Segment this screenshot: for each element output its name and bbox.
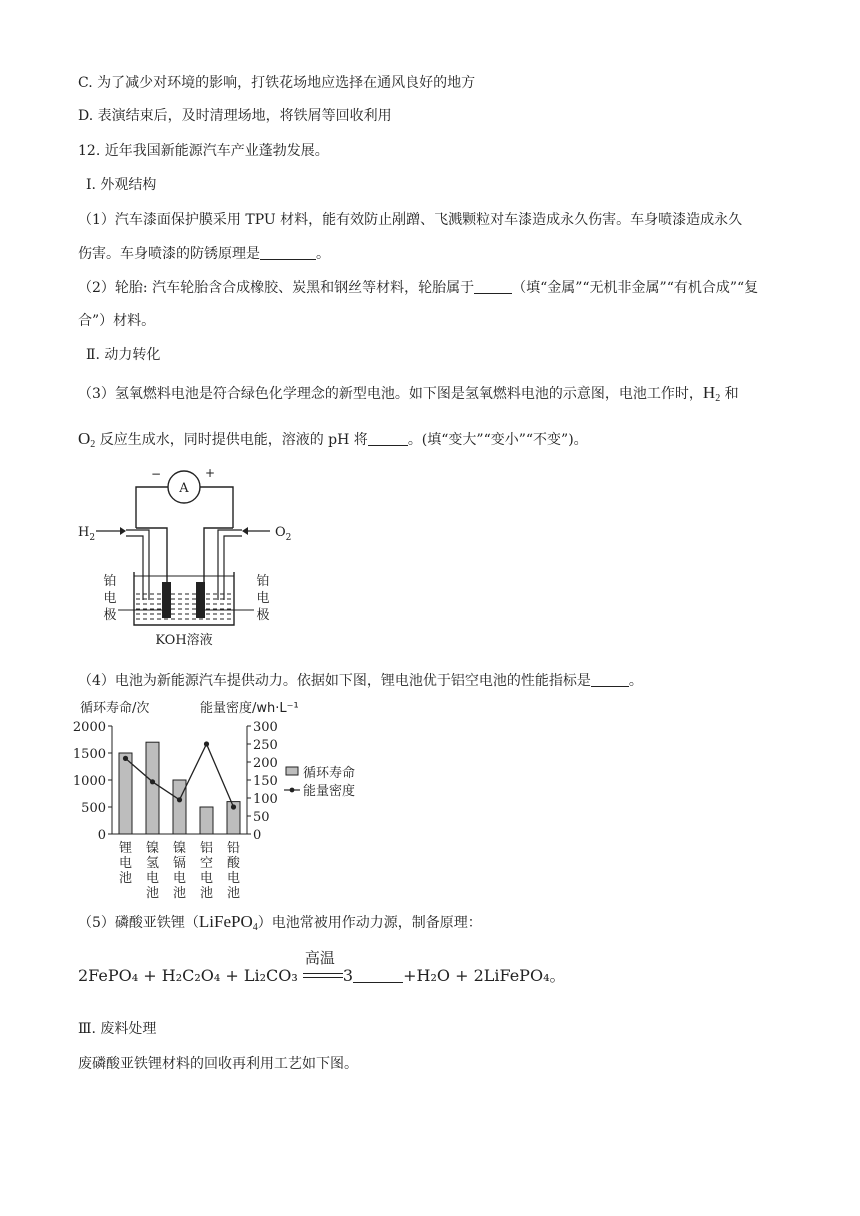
h2-label: [78, 525, 95, 543]
q5-question-end: ）电池常被用作动力源，制备原理：: [257, 915, 482, 931]
answer-blank[interactable]: [368, 431, 408, 446]
left-tick-label: 1500: [72, 747, 106, 762]
left-electrode-char-3: 极: [103, 608, 117, 623]
h2-subscript: 2: [89, 533, 96, 543]
q4-text: [78, 671, 643, 691]
category-label-char: 池: [199, 886, 214, 901]
energy-density-point-锂电池: [123, 756, 128, 761]
q1-text-line1: （1）汽车漆面保护膜采用 TPU 材料，能有效防止剐蹭、飞溅颗粒对车漆造成永久伤害。车身喷漆造成永久: [78, 212, 743, 228]
q3-text: 反应生成水，同时提供电能，溶液的 pH 将: [95, 432, 368, 448]
energy-density-point-铝空电池: [204, 741, 209, 746]
answer-blank[interactable]: [474, 279, 512, 294]
o2-tube-inner: [224, 536, 242, 600]
category-label-char: 锂: [118, 841, 133, 856]
category-label-char: 电: [118, 856, 133, 871]
left-tick-label: 0: [97, 828, 106, 843]
right-tick-label: 50: [253, 810, 270, 825]
right-tick-label: 150: [253, 774, 278, 789]
right-tick-label: 250: [253, 738, 278, 753]
right-tick-label: 200: [253, 756, 278, 771]
answer-blank[interactable]: [260, 245, 316, 260]
option-c: C. 为了减少对环境的影响，打铁花场地应选择在通风良好的地方: [78, 75, 476, 91]
q5-text: [78, 912, 482, 938]
left-electrode-char-1: 铂: [103, 574, 117, 589]
minus-sign: −: [150, 467, 162, 481]
h2-subscript: 2: [715, 393, 721, 404]
equals-sign-icon: [303, 973, 343, 978]
category-label-char: 池: [145, 886, 160, 901]
recycling-intro: 废磷酸亚铁锂材料的回收再利用工艺如下图。: [78, 1056, 358, 1072]
question-12-title: 12. 近年我国新能源汽车产业蓬勃发展。: [78, 143, 329, 159]
q3-and: 和: [720, 386, 739, 402]
left-tick-label: 1000: [72, 774, 106, 789]
q2-text-line2: 合”）材料。: [78, 313, 156, 329]
right-electrode: [196, 582, 205, 618]
category-label-char: 池: [172, 886, 187, 901]
o2-symbol: O: [275, 525, 286, 540]
ammeter-label: A: [179, 481, 189, 496]
solution-label: KOH溶液: [155, 633, 213, 648]
category-label-char: 镉: [172, 856, 187, 871]
q4-question: （4）电池为新能源汽车提供动力。依据如下图，锂电池优于铝空电池的性能指标是: [78, 673, 591, 689]
o2-subscript: 2: [90, 439, 96, 450]
category-label-char: 池: [118, 871, 133, 886]
energy-density-point-镍氢电池: [150, 779, 155, 784]
o2-tube: [218, 530, 242, 600]
left-electrode: [162, 582, 171, 618]
right-electrode-char-2: 电: [256, 591, 270, 606]
battery-performance-chart: [72, 696, 382, 901]
category-label-char: 电: [199, 871, 214, 886]
o2-formula: [78, 429, 95, 448]
q1-text-line2: [78, 244, 330, 264]
equation-reactants: 2FePO₄ + H₂C₂O₄ + Li₂CO₃: [78, 966, 298, 985]
bar-镍镉电池: [173, 780, 186, 834]
o2-label: [275, 525, 291, 543]
legend-bar-label: 循环寿命: [303, 766, 356, 781]
bar-锂电池: [119, 753, 132, 834]
right-tick-label: 0: [253, 828, 262, 843]
category-label-char: 氢: [145, 856, 160, 871]
h2-symbol: H: [702, 383, 716, 402]
right-tick-label: 100: [253, 792, 278, 807]
reaction-condition: [303, 948, 343, 984]
right-electrode-char-3: 极: [256, 608, 270, 623]
o2-arrowhead-icon: [242, 527, 248, 535]
legend-bar-swatch: [286, 767, 298, 775]
bar-铝空电池: [200, 807, 213, 834]
condition-label: 高温: [304, 948, 335, 967]
category-label-char: 铅: [226, 841, 241, 856]
q2-options: （填“金属”“无机非金属”“有机合成”“复: [512, 280, 759, 296]
category-label-char: 池: [226, 886, 241, 901]
category-label-char: 电: [145, 871, 160, 886]
lifepo4-subscript: 4: [252, 922, 258, 933]
category-label-char: 镍: [172, 841, 187, 856]
right-axis-title: 能量密度/wh·L⁻¹: [200, 701, 299, 716]
fuel-cell-diagram: [70, 460, 310, 660]
category-label-char: 空: [199, 856, 214, 871]
category-label-char: 电: [226, 871, 241, 886]
preparation-equation: [78, 948, 566, 986]
answer-blank[interactable]: [591, 672, 629, 687]
legend-line-marker: [290, 788, 295, 793]
q3-text-line2: [78, 429, 588, 455]
left-electrode-char-2: 电: [103, 591, 117, 606]
equation-coefficient: 3: [342, 966, 354, 985]
category-label-char: 酸: [226, 856, 241, 871]
h2-arrowhead-icon: [120, 527, 126, 535]
q5-question: （5）磷酸亚铁锂（: [78, 915, 199, 931]
q1-text: 伤害。车身喷漆的防锈原理是: [78, 246, 260, 262]
left-tick-label: 2000: [72, 720, 106, 735]
right-electrode-char-1: 铂: [256, 574, 270, 589]
plus-sign: +: [204, 466, 216, 480]
equation-products: +H₂O + 2LiFePO₄: [403, 966, 550, 985]
section-3-heading: Ⅲ. 废料处理: [78, 1021, 157, 1037]
legend-line-label: 能量密度: [303, 784, 356, 799]
right-tick-label: 300: [253, 720, 278, 735]
q1-end: 。: [316, 246, 330, 262]
o2-subscript: 2: [285, 533, 292, 543]
left-tick-label: 500: [81, 801, 106, 816]
h2-formula: [703, 383, 720, 402]
category-label-char: 镍: [145, 841, 160, 856]
q4-end: 。: [628, 673, 643, 689]
left-axis-title: 循环寿命/次: [80, 701, 150, 716]
energy-density-point-铅酸电池: [231, 804, 236, 809]
lifepo4-symbol: LiFePO: [198, 912, 253, 931]
category-label-char: 铝: [199, 841, 214, 856]
q2-text: （2）轮胎: 汽车轮胎含合成橡胶、炭黑和钢丝等材料，轮胎属于: [78, 280, 475, 296]
h2-symbol: H: [78, 525, 90, 540]
q2-text-line1: [78, 278, 758, 298]
q3-text-line1: [78, 383, 739, 409]
section-1-heading: Ⅰ. 外观结构: [86, 177, 157, 193]
answer-blank[interactable]: [353, 968, 403, 983]
q3-text: （3）氢氧燃料电池是符合绿色化学理念的新型电池。如下图是氢氧燃料电池的示意图，电池工作时，: [78, 386, 703, 402]
q3-options: 。(填“变大”“变小”“不变”)。: [407, 432, 588, 448]
h2-tube: [126, 530, 149, 600]
energy-density-point-镍镉电池: [177, 797, 182, 802]
option-d: D. 表演结束后，及时清理场地，将铁屑等回收利用: [78, 108, 392, 124]
category-label-char: 电: [172, 871, 187, 886]
bar-镍氢电池: [146, 742, 159, 834]
lifepo4-formula: [199, 912, 258, 931]
o2-symbol: O: [78, 429, 91, 448]
equation-end: 。: [549, 966, 566, 985]
section-2-heading: Ⅱ. 动力转化: [86, 347, 161, 363]
